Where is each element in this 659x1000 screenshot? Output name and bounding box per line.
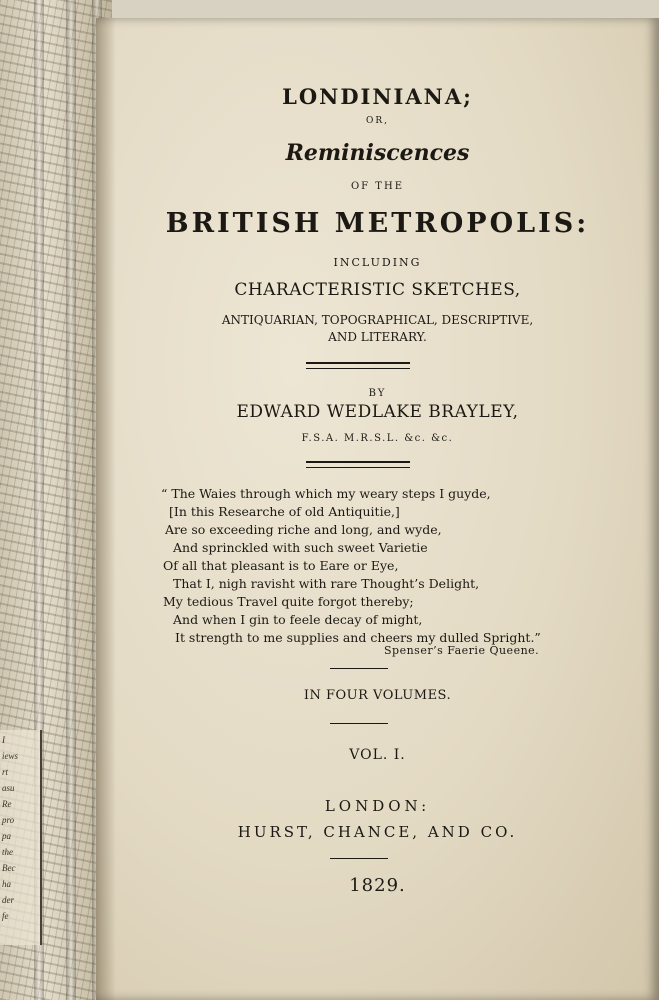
epigraph-line: It strength to me supplies and cheers my dulled Spright.” <box>175 630 541 645</box>
map-text: rt <box>2 767 9 777</box>
map-text: pro <box>2 815 15 825</box>
single-rule <box>330 668 388 669</box>
title-of-the: OF THE <box>350 181 404 192</box>
single-rule <box>330 723 388 724</box>
book-subtitle: Reminiscences <box>285 140 470 166</box>
imprint-publisher: HURST, CHANCE, AND CO. <box>237 823 518 841</box>
title-or: OR, <box>365 116 389 126</box>
title-metropolis: BRITISH METROPOLIS: <box>165 208 590 239</box>
volumes-note: IN FOUR VOLUMES. <box>303 688 452 703</box>
single-rule <box>330 858 388 859</box>
title-descriptors: ANTIQUARIAN, TOPOGRAPHICAL, DESCRIPTIVE, <box>221 313 534 327</box>
imprint-city: LONDON: <box>324 797 431 815</box>
author-credentials: F.S.A. M.R.S.L. &c. &c. <box>301 433 454 444</box>
epigraph-source: Spenser’s Faerie Queene. <box>384 644 540 657</box>
epigraph-line: And when I gin to feele decay of might, <box>173 612 423 627</box>
map-text: ha <box>2 879 11 889</box>
epigraph-line: Of all that pleasant is to Eare or Eye, <box>163 558 399 573</box>
map-text: I <box>2 735 5 745</box>
by-line: BY <box>368 388 387 399</box>
map-text: iews <box>2 751 19 761</box>
book-title: LONDINIANA; <box>282 84 473 109</box>
map-text: asu <box>2 783 15 793</box>
map-text: der <box>2 895 14 905</box>
map-fold <box>66 0 76 1000</box>
epigraph-line: That I, nigh ravisht with rare Thought’s Delight, <box>173 576 480 591</box>
double-rule <box>306 461 410 468</box>
map-text: fe <box>2 911 9 921</box>
map-text: the <box>2 847 13 857</box>
map-text: pa <box>2 831 11 841</box>
author-name: EDWARD WEDLAKE BRAYLEY, <box>236 402 519 422</box>
epigraph-line: “ The Waies through which my weary steps I guyde, <box>161 486 491 501</box>
map-text: Bec <box>2 863 16 873</box>
title-including: INCLUDING <box>333 256 422 269</box>
epigraph-line: Are so exceeding riche and long, and wyde, <box>165 522 442 537</box>
imprint-year: 1829. <box>349 875 406 896</box>
map-legend <box>0 730 42 945</box>
epigraph-line: And sprinckled with such sweet Varietie <box>173 540 428 555</box>
double-rule <box>306 362 410 369</box>
epigraph-line: My tedious Travel quite forgot thereby; <box>163 594 414 609</box>
epigraph-line: [In this Researche of old Antiquitie,] <box>169 504 400 519</box>
map-text: Re <box>2 799 12 809</box>
title-literary: AND LITERARY. <box>328 330 427 344</box>
volume-number: VOL. I. <box>349 747 406 763</box>
title-sketches: CHARACTERISTIC SKETCHES, <box>234 280 521 300</box>
